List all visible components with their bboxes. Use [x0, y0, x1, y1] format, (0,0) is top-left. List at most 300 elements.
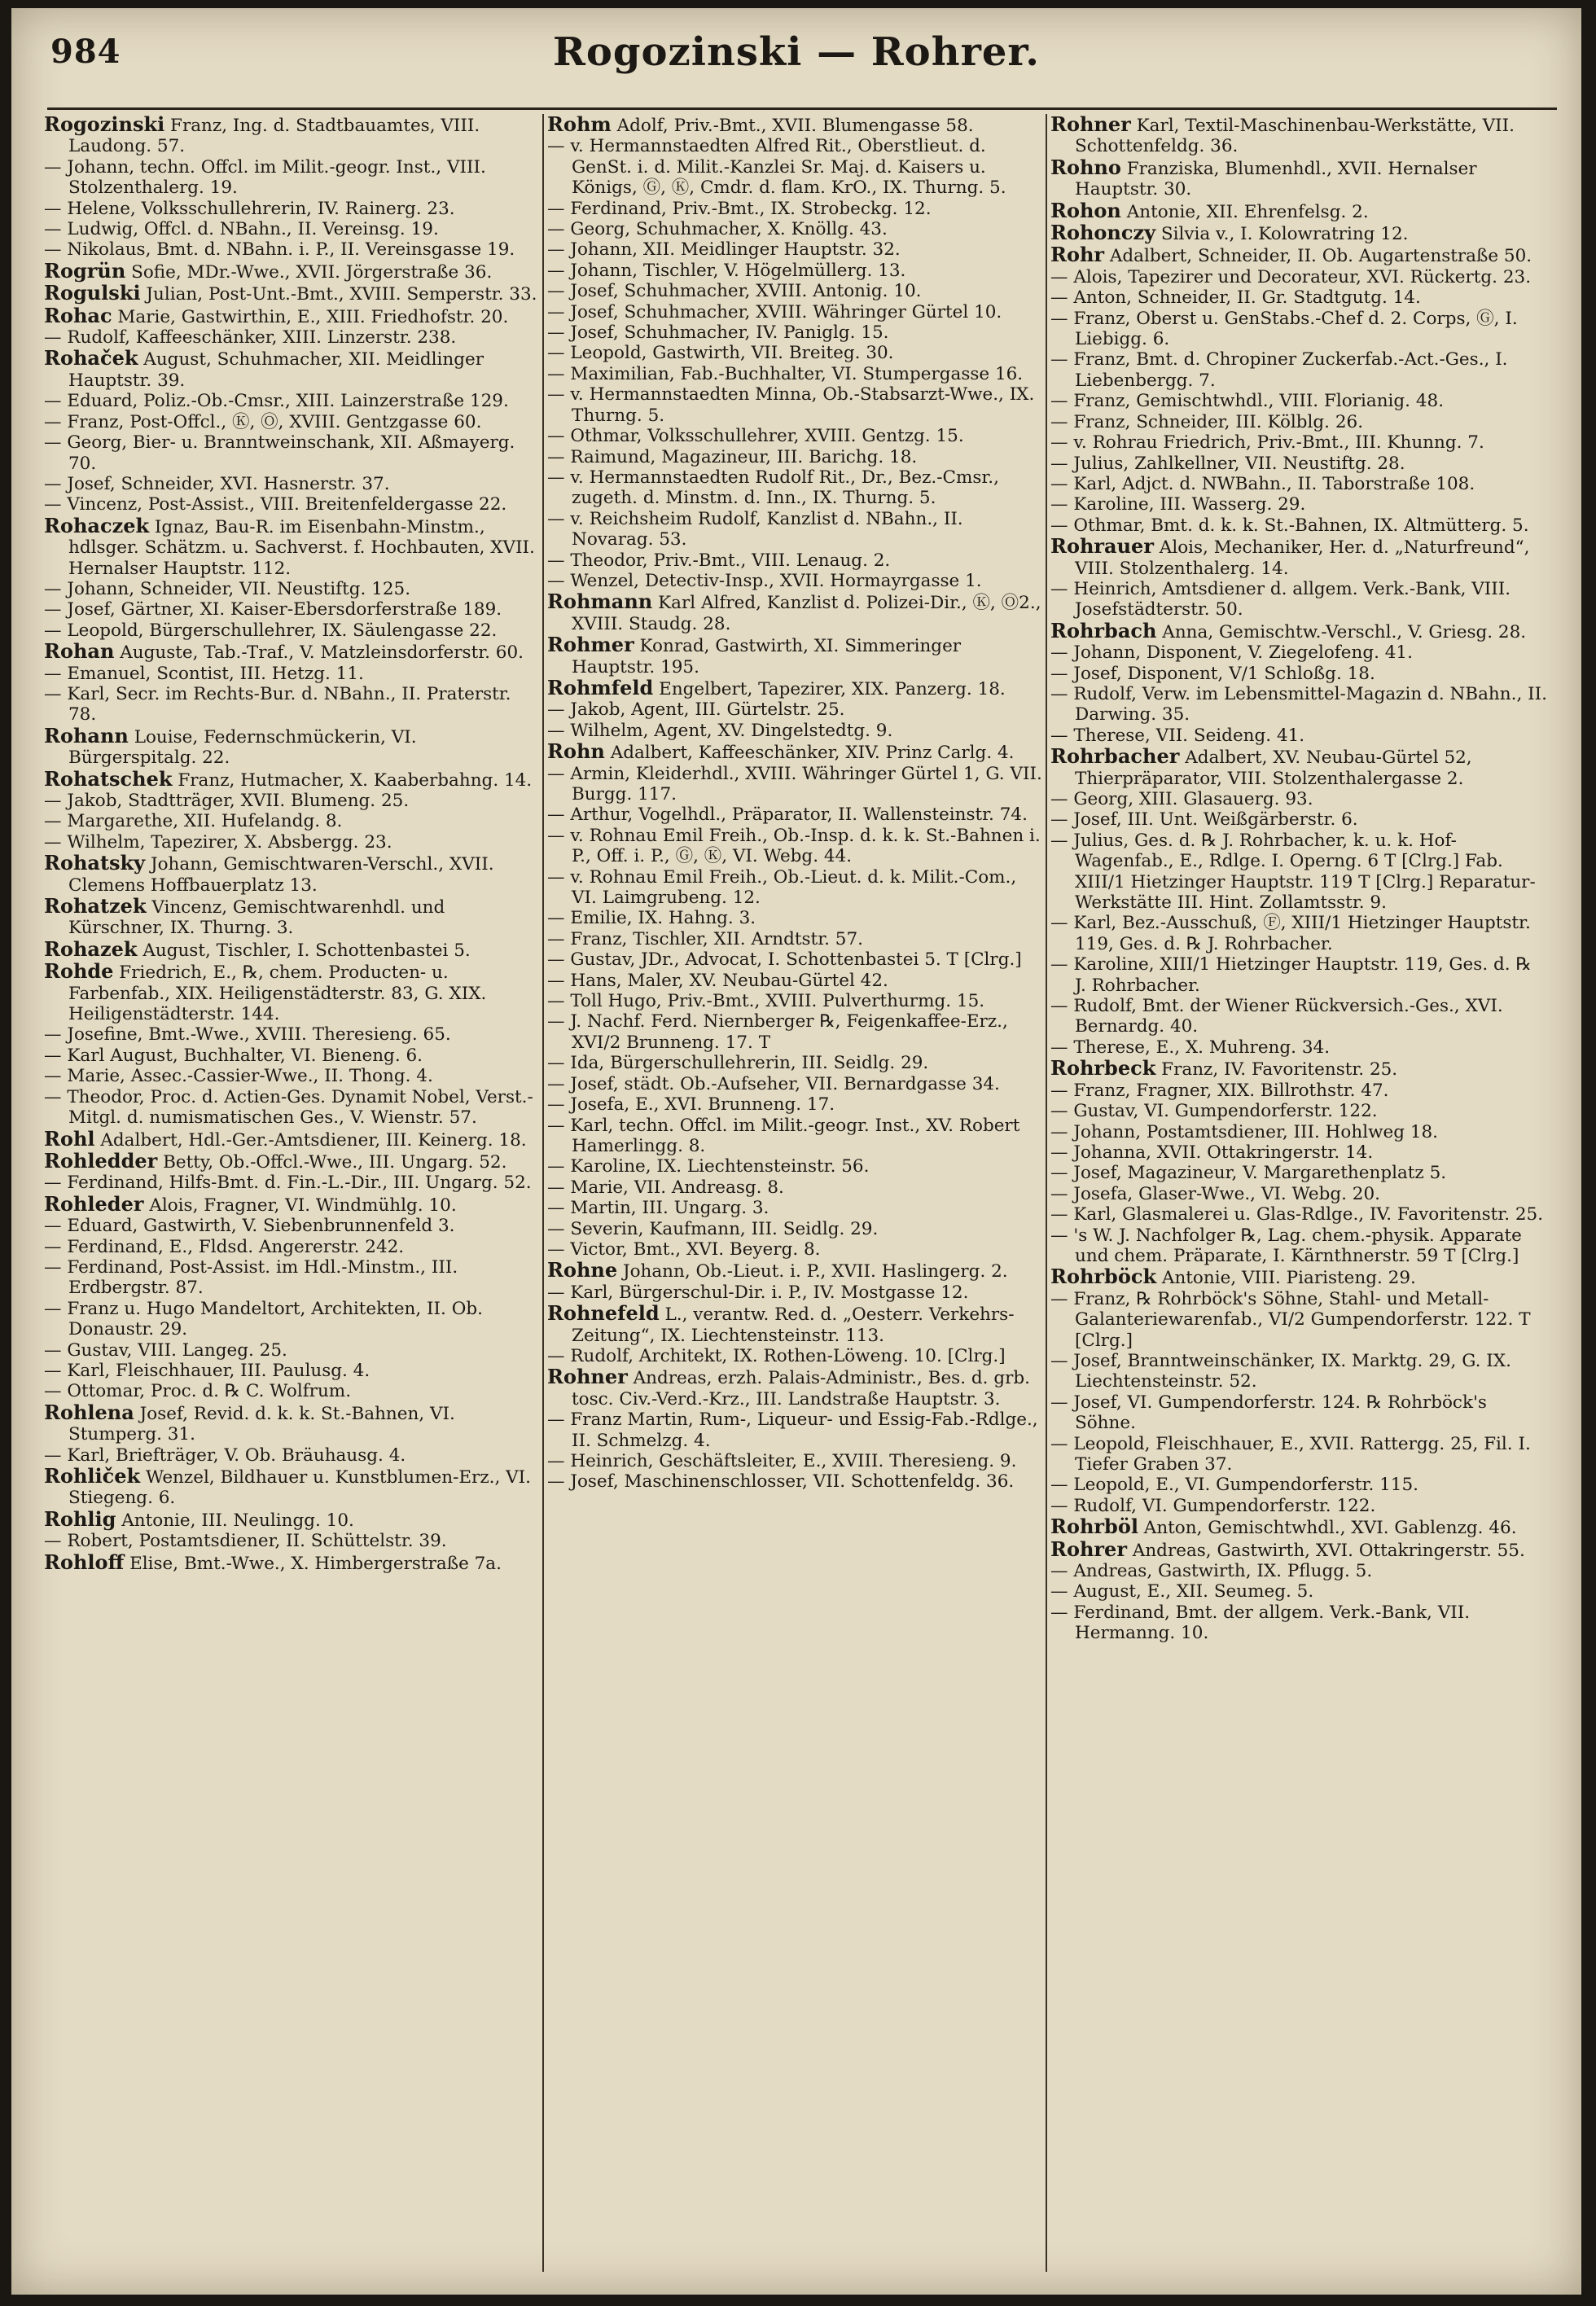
entry-text: — Margarethe, XII. Hufelandg. 8.: [44, 811, 343, 832]
directory-entry: [44, 219, 541, 239]
entry-text: — Jakob, Agent, III. Gürtelstr. 25.: [547, 699, 845, 721]
directory-entry: [1050, 412, 1547, 432]
entry-text: — Josef, Schuhmacher, XVIII. Antonig. 10.: [547, 281, 922, 302]
entry-text: — Wilhelm, Tapezirer, X. Absbergg. 23.: [44, 831, 392, 853]
entry-text: — Karl, Fleischhauer, III. Paulusg. 4.: [44, 1360, 370, 1381]
directory-entry: [547, 1198, 1044, 1218]
directory-page: [11, 8, 1581, 2295]
entry-text: — Leopold, Gastwirth, VII. Breiteg. 30.: [547, 343, 894, 364]
entry-text: — Josef, III. Unt. Weißgärberstr. 6.: [1050, 809, 1358, 831]
entry-text: — Othmar, Volksschullehrer, XVIII. Gentzg. 15.: [547, 426, 964, 447]
entry-text: — Georg, XIII. Glasauerg. 93.: [1050, 789, 1313, 809]
directory-entry: [44, 684, 541, 726]
directory-entry: [44, 1506, 541, 1531]
directory-entry: [44, 474, 541, 494]
entry-text: — Josefa, Glaser-Wwe., VI. Webg. 20.: [1050, 1183, 1380, 1204]
entry-surname: Rohno: [1050, 155, 1121, 179]
directory-entry: [44, 283, 541, 305]
directory-entry: [547, 1366, 1044, 1409]
directory-entry: [44, 239, 541, 260]
directory-entry: [547, 1094, 1044, 1115]
entry-text: — Josefine, Bmt.-Wwe., XVIII. Theresieng. 65.: [44, 1024, 451, 1046]
entry-text: Johann, Gemischtwaren-Verschl., XVII. Clemens Hoffbauerplatz 13.: [68, 854, 494, 896]
directory-entry: [44, 723, 541, 769]
entry-surname: Rohmfeld: [547, 675, 654, 699]
entry-surname: Rohn: [547, 739, 605, 764]
directory-entry: [44, 664, 541, 684]
directory-entry: [547, 384, 1044, 426]
entry-surname: Rohrbacher: [1050, 744, 1180, 769]
entry-text: — Karoline, III. Wasserg. 29.: [1050, 494, 1306, 515]
entry-text: — Gustav, JDr., Advocat, I. Schottenbastei 5. T [Clrg.]: [547, 949, 1022, 971]
directory-entry: [1050, 432, 1547, 453]
directory-entry: [1050, 474, 1547, 494]
directory-entry: [44, 494, 541, 515]
directory-entry: [1050, 954, 1547, 996]
entry-text: Antonie, XII. Ehrenfelsg. 2.: [1120, 201, 1369, 222]
entry-text: Andreas, Gastwirth, XVI. Ottakringerstr. 55.: [1126, 1540, 1525, 1561]
entry-text: — Franz, Fragner, XIX. Billrothstr. 47.: [1050, 1080, 1389, 1101]
directory-entry: [547, 239, 1044, 260]
entry-text: — Othmar, Bmt. d. k. k. St.-Bahnen, IX. Altmütterg. 5.: [1050, 515, 1529, 536]
directory-entry: [547, 1011, 1044, 1053]
directory-entry: [547, 302, 1044, 322]
directory-entry: [44, 1066, 541, 1086]
directory-entry: [44, 1361, 541, 1381]
entry-text: Franz, Hutmacher, X. Kaaberbahng. 14.: [172, 769, 533, 791]
entry-text: — Wilhelm, Agent, XV. Dingelstedtg. 9.: [547, 720, 893, 741]
header-rule: [47, 107, 1557, 110]
directory-entry: [1050, 913, 1547, 954]
directory-entry: [1050, 579, 1547, 620]
directory-entry: [1050, 684, 1547, 726]
entry-text: — Josef, Schneider, XVI. Hasnerstr. 37.: [44, 473, 390, 494]
directory-entry: [547, 949, 1044, 970]
entry-text: — Heinrich, Amtsdiener d. allgem. Verk.-Bank, VIII. Josefstädterstr. 50.: [1050, 578, 1511, 620]
entry-text: — Gustav, VI. Gumpendorferstr. 122.: [1050, 1101, 1378, 1122]
entry-text: — Rudolf, VI. Gumpendorferstr. 122.: [1050, 1495, 1376, 1516]
directory-entry: [1050, 1266, 1547, 1288]
directory-entry: [1050, 494, 1547, 515]
entry-text: Adolf, Priv.-Bmt., XVII. Blumengasse 58.: [611, 116, 974, 136]
entry-text: Franziska, Blumenhdl., XVII. Hernalser Hauptstr. 30.: [1075, 158, 1477, 200]
directory-entry: [44, 641, 541, 663]
entry-text: — Leopold, Bürgerschullehrer, IX. Säulengasse 22.: [44, 620, 498, 641]
directory-entry: [44, 896, 541, 939]
directory-entry: [1050, 222, 1547, 244]
directory-entry: [1050, 1516, 1547, 1538]
entry-text: — Ferdinand, Priv.-Bmt., IX. Strobeckg. 12.: [547, 198, 932, 219]
entry-text: — Jakob, Stadtträger, XVII. Blumeng. 25.: [44, 791, 410, 811]
directory-entry: [1050, 267, 1547, 287]
entry-surname: Rohann: [44, 723, 129, 747]
entry-text: — Victor, Bmt., XVI. Beyerg. 8.: [547, 1238, 821, 1260]
entry-surname: Rohonczy: [1050, 221, 1156, 245]
entry-text: — Leopold, Fleischhauer, E., XVII. Rattergg. 25, Fil. I. Tiefer Graben 37.: [1050, 1433, 1531, 1475]
entry-text: — Karl, Briefträger, V. Ob. Bräuhausg. 4.: [44, 1445, 406, 1466]
directory-entry: [1050, 515, 1547, 536]
directory-entry: [547, 219, 1044, 239]
directory-entry: [1050, 831, 1547, 914]
entry-text: — Ottomar, Proc. d. ℞ C. Wolfrum.: [44, 1381, 352, 1402]
entry-text: — 's W. J. Nachfolger ℞, Lag. chem.-physik. Apparate und chem. Präparate, I. Kärnthnerstr. 59 T [Clrg.]: [1050, 1225, 1522, 1266]
directory-entry: [44, 1216, 541, 1236]
entry-surname: Rohlena: [44, 1400, 134, 1424]
entry-text: — Josef, Magazineur, V. Margarethenplatz 5.: [1050, 1163, 1447, 1184]
entry-text: — v. Rohrau Friedrich, Priv.-Bmt., III. Khunng. 7.: [1050, 432, 1484, 454]
directory-entry: [1050, 1225, 1547, 1267]
entry-text: — Theodor, Priv.-Bmt., VIII. Lenaug. 2.: [547, 550, 891, 571]
entry-surname: Rohlig: [44, 1506, 116, 1531]
directory-entry: [547, 426, 1044, 446]
directory-entry: [1050, 391, 1547, 411]
directory-entry: [44, 305, 541, 327]
directory-entry: [44, 1402, 541, 1445]
directory-entry: [44, 1466, 541, 1509]
entry-text: — Leopold, E., VI. Gumpendorferstr. 115.: [1050, 1475, 1418, 1496]
directory-entry: [547, 991, 1044, 1011]
entry-text: Anton, Gemischtwhdl., XVI. Gablenzg. 46.: [1138, 1518, 1517, 1539]
directory-entry: [547, 322, 1044, 343]
directory-entry: [44, 1046, 541, 1066]
directory-entry: [1050, 1475, 1547, 1495]
entry-text: Louise, Federnschmückerin, VI. Bürgerspitalg. 22.: [68, 726, 417, 769]
entry-text: — Marie, VII. Andreasg. 8.: [547, 1177, 784, 1198]
entry-text: Julian, Post-Unt.-Bmt., XVIII. Semperstr. 33.: [140, 284, 537, 305]
directory-entry: [547, 908, 1044, 928]
entry-text: — Therese, VII. Seideng. 41.: [1050, 725, 1305, 746]
directory-entry: [44, 157, 541, 199]
directory-entry: [547, 1156, 1044, 1177]
directory-entry: [44, 1126, 541, 1151]
entry-text: — Toll Hugo, Priv.-Bmt., XVIII. Pulverthurmg. 15.: [547, 991, 985, 1012]
directory-entry: [1050, 642, 1547, 663]
entry-text: Ignaz, Bau-R. im Eisenbahn-Minstm., hdlsger. Schätzm. u. Sachverst. f. Hochbauten, XVII. Hernalser Hauptstr. 112.: [68, 516, 535, 579]
entry-text: Adalbert, Hdl.-Ger.-Amtsdiener, III. Keinerg. 18.: [94, 1129, 527, 1151]
entry-text: — Franz, Oberst u. GenStabs.-Chef d. 2. Corps, Ⓖ, I. Liebigg. 6.: [1050, 308, 1518, 350]
directory-entry: [547, 677, 1044, 699]
entry-surname: Rohl: [44, 1126, 95, 1151]
entry-text: August, Schuhmacher, XII. Meidlinger Hauptstr. 39.: [68, 349, 484, 391]
directory-entry: [44, 832, 541, 853]
directory-entry: [44, 961, 541, 1024]
entry-surname: Rohon: [1050, 198, 1121, 222]
entry-text: — Heinrich, Geschäftsleiter, E., XVIII. Theresieng. 9.: [547, 1451, 1017, 1471]
entry-text: — Josef, Disponent, V/1 Schloßg. 18.: [1050, 663, 1375, 684]
directory-entry: [547, 1409, 1044, 1451]
entry-text: Adalbert, XV. Neubau-Gürtel 52, Thierpräparator, VIII. Stolzenthalergasse 2.: [1075, 747, 1472, 789]
entry-surname: Rohde: [44, 959, 114, 984]
entry-surname: Rohatsky: [44, 851, 146, 875]
entry-text: — Ludwig, Offcl. d. NBahn., II. Vereinsg. 19.: [44, 219, 439, 240]
directory-entry: [44, 412, 541, 432]
entry-text: — v. Rohnau Emil Freih., Ob.-Insp. d. k. k. St.-Bahnen i. P., Off. i. P., Ⓖ, Ⓚ, VI. Webg. 44.: [547, 825, 1041, 867]
directory-entry: [547, 261, 1044, 281]
directory-entry: [547, 1282, 1044, 1303]
entry-text: Elise, Bmt.-Wwe., X. Himbergerstraße 7a.: [124, 1553, 502, 1574]
entry-text: — Theodor, Proc. d. Actien-Ges. Dynamit Nobel, Verst.-Mitgl. d. numismatischen Ges., V. Wienstr. 57.: [44, 1086, 533, 1129]
entry-surname: Rogozinski: [44, 114, 165, 136]
directory-entry: [1050, 1037, 1547, 1058]
directory-entry: [44, 1299, 541, 1340]
entry-text: — Johann, Disponent, V. Ziegelofeng. 41.: [1050, 642, 1413, 664]
directory-entry: [44, 599, 541, 620]
directory-entry: [44, 258, 541, 283]
entry-text: — Johann, Tischler, V. Högelmüllerg. 13.: [547, 260, 906, 281]
entry-text: — Eduard, Poliz.-Ob.-Cmsr., XIII. Lainzerstraße 129.: [44, 391, 509, 412]
entry-text: — Josef, Schuhmacher, XVIII. Währinger Gürtel 10.: [547, 301, 1002, 322]
entry-text: — Franz Martin, Rum-, Liqueur- und Essig-Fab.-Rdlge., II. Schmelzg. 4.: [547, 1409, 1038, 1451]
directory-entry: [1050, 1561, 1547, 1581]
entry-text: Franz, IV. Favoritenstr. 25.: [1155, 1059, 1398, 1081]
entry-text: — Helene, Volksschullehrerin, IV. Rainerg. 23.: [44, 198, 455, 219]
column-3: [1050, 114, 1547, 2280]
directory-entry: [44, 1381, 541, 1401]
directory-entry: [1050, 789, 1547, 809]
entry-text: Karl Alfred, Kanzlist d. Polizei-Dir., Ⓚ, Ⓞ2., XVIII. Staudg. 28.: [572, 593, 1041, 634]
entry-text: — Karoline, XIII/1 Hietzinger Hauptstr. 119, Ges. d. ℞ J. Rohrbacher.: [1050, 954, 1532, 996]
entry-text: — Severin, Kaufmann, III. Seidlg. 29.: [547, 1218, 879, 1239]
directory-entry: [1050, 1581, 1547, 1602]
entry-text: — Johann, Postamtsdiener, III. Hohlweg 18.: [1050, 1121, 1439, 1142]
directory-entry: [547, 591, 1044, 634]
entry-text: — Franz, Gemischtwhdl., VIII. Florianig. 48.: [1050, 391, 1445, 412]
directory-entry: [1050, 114, 1547, 157]
directory-entry: [547, 741, 1044, 763]
entry-text: — Hans, Maler, XV. Neubau-Gürtel 42.: [547, 970, 888, 991]
directory-entry: [1050, 157, 1547, 200]
entry-surname: Rohazek: [44, 936, 138, 961]
directory-entry: [44, 327, 541, 348]
directory-entry: [547, 364, 1044, 384]
directory-entry: [1050, 1081, 1547, 1101]
column-1: [44, 114, 541, 2280]
directory-entry: [44, 515, 541, 579]
entry-text: Karl, Textil-Maschinenbau-Werkstätte, VII. Schottenfeldg. 36.: [1075, 116, 1515, 157]
entry-text: — Martin, III. Ungarg. 3.: [547, 1198, 770, 1219]
directory-entry: [44, 199, 541, 219]
entry-text: Antonie, VIII. Piaristeng. 29.: [1156, 1268, 1416, 1289]
directory-entry: [547, 467, 1044, 509]
entry-text: Sofie, MDr.-Wwe., XVII. Jörgerstraße 36.: [125, 261, 493, 283]
entry-text: Alois, Fragner, VI. Windmühlg. 10.: [143, 1195, 457, 1216]
directory-entry: [44, 1552, 541, 1574]
entry-surname: Rohrbeck: [1050, 1056, 1156, 1081]
directory-entry: [1050, 1122, 1547, 1142]
directory-entry: [44, 114, 541, 157]
entry-text: Auguste, Tab.-Traf., V. Matzleinsdorferstr. 60.: [114, 642, 524, 664]
directory-entry: [547, 509, 1044, 550]
directory-entry: [44, 1257, 541, 1299]
entry-text: — Wenzel, Detectiv-Insp., XVII. Hormayrgasse 1.: [547, 570, 982, 591]
entry-text: Adalbert, Kaffeeschänker, XIV. Prinz Carlg. 4.: [604, 743, 1015, 764]
directory-entry: [1050, 1602, 1547, 1644]
entry-surname: Rogrün: [44, 258, 126, 283]
entry-text: — Gustav, VIII. Langeg. 25.: [44, 1339, 287, 1361]
entry-text: Vincenz, Gemischtwarenhdl. und Kürschner, IX. Thurng. 3.: [68, 897, 445, 939]
entry-text: Franz, Ing. d. Stadtbauamtes, VIII. Laudong. 57.: [68, 116, 480, 157]
entry-surname: Rohrer: [1050, 1537, 1127, 1561]
entry-text: — v. Hermannstaedten Rudolf Rit., Dr., Bez.-Cmsr., zugeth. d. Minstm. d. Inn., IX. Thurng. 5.: [547, 467, 999, 509]
entry-text: — J. Nachf. Ferd. Niernberger ℞, Feigenkaffee-Erz., XVI/2 Brunneng. 17. T: [547, 1011, 1008, 1053]
entry-text: August, Tischler, I. Schottenbastei 5.: [137, 940, 471, 961]
entry-text: — Rudolf, Kaffeeschänker, XIII. Linzerstr. 238.: [44, 327, 457, 349]
entry-text: Engelbert, Tapezirer, XIX. Panzerg. 18.: [653, 678, 1006, 699]
entry-text: — Rudolf, Verw. im Lebensmittel-Magazin d. NBahn., II. Darwing. 35.: [1050, 683, 1547, 726]
entry-surname: Rohatschek: [44, 766, 173, 791]
entry-surname: Rohan: [44, 639, 115, 664]
entry-text: — Julius, Zahlkellner, VII. Neustiftg. 28.: [1050, 453, 1405, 474]
directory-entry: [547, 1451, 1044, 1471]
entry-text: — Josef, Branntweinschänker, IX. Marktg. 29, G. IX. Liechtensteinstr. 52.: [1050, 1350, 1511, 1392]
entry-text: — Emanuel, Scontist, III. Hetzg. 11.: [44, 663, 364, 684]
entry-text: — Josefa, E., XVI. Brunneng. 17.: [547, 1094, 835, 1116]
entry-text: — Karoline, IX. Liechtensteinstr. 56.: [547, 1156, 870, 1177]
entry-text: — Johanna, XVII. Ottakringerstr. 14.: [1050, 1142, 1374, 1163]
entry-surname: Rohrbach: [1050, 618, 1157, 642]
entry-text: Adalbert, Schneider, II. Ob. Augartenstraße 50.: [1104, 246, 1532, 267]
directory-entry: [44, 620, 541, 641]
entry-text: — Franz, Schneider, III. Kölblg. 26.: [1050, 411, 1364, 432]
entry-text: Anna, Gemischtw.-Verschl., V. Griesg. 28.: [1156, 621, 1527, 642]
entry-text: — Georg, Schuhmacher, X. Knöllg. 43.: [547, 219, 888, 240]
entry-text: — Johann, techn. Offcl. im Milit.-geogr. Inst., VIII. Stolzenthalerg. 19.: [44, 156, 486, 199]
directory-entry: [547, 1346, 1044, 1366]
entry-text: — Karl, Adjct. d. NWBahn., II. Taborstraße 108.: [1050, 473, 1475, 494]
directory-entry: [547, 971, 1044, 991]
directory-entry: [44, 1148, 541, 1173]
directory-entry: [44, 811, 541, 831]
directory-entry: [547, 1471, 1044, 1492]
entry-text: — Josef, Schuhmacher, IV. Paniglg. 15.: [547, 322, 889, 344]
directory-entry: [547, 1260, 1044, 1282]
directory-entry: [1050, 454, 1547, 474]
entry-text: — Rudolf, Architekt, IX. Rothen-Löweng. 10. [Clrg.]: [547, 1345, 1006, 1366]
directory-entry: [44, 579, 541, 599]
entry-text: — August, E., XII. Seumeg. 5.: [1050, 1581, 1314, 1602]
entry-surname: Rogulski: [44, 281, 141, 305]
entry-surname: Rohne: [547, 1258, 618, 1282]
directory-entry: [44, 391, 541, 411]
directory-entry: [44, 1024, 541, 1045]
entry-text: — Eduard, Gastwirth, V. Siebenbrunnenfeld 3.: [44, 1216, 455, 1237]
entry-text: — Johann, Schneider, VII. Neustiftg. 125.: [44, 578, 411, 599]
entry-surname: Rohmer: [547, 633, 634, 657]
entry-surname: Rohloff: [44, 1550, 125, 1574]
directory-entry: [547, 1177, 1044, 1198]
entry-text: Wenzel, Bildhauer u. Kunstblumen-Erz., VI. Stiegeng. 6.: [68, 1467, 532, 1509]
directory-entry: [1050, 1496, 1547, 1516]
page-number: 984: [50, 33, 121, 71]
directory-entry: [44, 432, 541, 474]
entry-text: — Franz, Bmt. d. Chropiner Zuckerfab.-Act.-Ges., I. Liebenbergg. 7.: [1050, 349, 1508, 391]
entry-surname: Rohner: [547, 1365, 628, 1389]
directory-entry: [1050, 1101, 1547, 1121]
entry-text: — Johann, XII. Meidlinger Hauptstr. 32.: [547, 239, 901, 261]
directory-entry: [547, 571, 1044, 591]
entry-text: Friedrich, E., ℞, chem. Producten- u. Farbenfab., XIX. Heiligenstädterstr. 83, G. XIX. Heiligenstädterstr. 144.: [68, 962, 487, 1025]
directory-entry: [1050, 1163, 1547, 1183]
directory-entry: [1050, 287, 1547, 308]
directory-entry: [547, 550, 1044, 571]
directory-entry: [547, 1074, 1044, 1094]
directory-entry: [547, 634, 1044, 677]
entry-text: L., verantw. Red. d. „Oesterr. Verkehrs-Zeitung“, IX. Liechtensteinstr. 113.: [572, 1304, 1015, 1346]
entry-text: — Julius, Ges. d. ℞ J. Rohrbacher, k. u. k. Hof-Wagenfab., E., Rdlge. I. Operng. 6 T [Clrg.] Fab. XIII/1 Hietzinger Hauptstr. 119 T [Clrg.] Reparatur-Werkstätte III. Hint. Zollamtsstr. 9.: [1050, 830, 1536, 914]
entry-text: — Therese, E., X. Muhreng. 34.: [1050, 1037, 1331, 1058]
entry-text: — Emilie, IX. Hahng. 3.: [547, 908, 756, 929]
column-divider: [1046, 114, 1047, 2272]
directory-entry: [44, 1340, 541, 1361]
directory-entry: [1050, 1204, 1547, 1225]
entry-text: — Rudolf, Bmt. der Wiener Rückversich.-Ges., XVI. Bernardg. 40.: [1050, 996, 1503, 1037]
entry-text: — Karl, Bez.-Ausschuß, Ⓕ, XIII/1 Hietzinger Hauptstr. 119, Ges. d. ℞ J. Rohrbacher.: [1050, 913, 1531, 954]
directory-entry: [1050, 1058, 1547, 1080]
entry-text: — v. Hermannstaedten Alfred Rit., Oberstlieut. d. GenSt. i. d. Milit.-Kanzlei Sr. Maj. d. Kaisers u. Königs, Ⓖ, Ⓚ, Cmdr. d. flam. KrO., IX. Thurng. 5.: [547, 136, 1006, 199]
entry-surname: Rohatzek: [44, 894, 147, 918]
page-header: [11, 26, 1581, 83]
directory-entry: [1050, 1184, 1547, 1204]
entry-text: — Franz, Post-Offcl., Ⓚ, Ⓞ, XVIII. Gentzgasse 60.: [44, 411, 482, 432]
entry-text: — Josef, VI. Gumpendorferstr. 124. ℞ Rohrböck's Söhne.: [1050, 1392, 1487, 1434]
directory-entry: [1050, 200, 1547, 222]
entry-text: — Robert, Postamtsdiener, II. Schüttelstr. 39.: [44, 1531, 447, 1552]
directory-entry: [1050, 726, 1547, 746]
column-divider: [542, 114, 544, 2272]
directory-entry: [44, 853, 541, 896]
entry-text: Konrad, Gastwirth, XI. Simmeringer Hauptstr. 195.: [572, 636, 962, 677]
entry-text: — Marie, Assec.-Cassier-Wwe., II. Thong. 4.: [44, 1066, 433, 1087]
directory-entry: [44, 1191, 541, 1216]
entry-text: — Arthur, Vogelhdl., Präparator, II. Wallensteinstr. 74.: [547, 804, 1028, 826]
entry-text: — v. Rohnau Emil Freih., Ob.-Lieut. d. k. Milit.-Com., VI. Laimgrubeng. 12.: [547, 866, 1017, 909]
column-2: [547, 114, 1044, 2280]
entry-text: — Ferdinand, Bmt. der allgem. Verk.-Bank, VII. Hermanng. 10.: [1050, 1602, 1471, 1644]
directory-entry: [1050, 664, 1547, 684]
entry-text: Antonie, III. Neulingg. 10.: [116, 1510, 354, 1531]
entry-text: Johann, Ob.-Lieut. i. P., XVII. Haslingerg. 2.: [617, 1261, 1008, 1282]
entry-surname: Rohnefeld: [547, 1301, 660, 1326]
directory-entry: [44, 1087, 541, 1129]
directory-entry: [44, 766, 541, 791]
directory-entry: [1050, 1289, 1547, 1351]
entry-text: — v. Hermannstaedten Minna, Ob.-Stabsarzt-Wwe., IX. Thurng. 5.: [547, 384, 1035, 426]
directory-entry: [1050, 309, 1547, 350]
directory-entry: [1050, 1392, 1547, 1434]
directory-entry: [547, 1053, 1044, 1073]
directory-entry: [44, 1237, 541, 1257]
directory-entry: [547, 136, 1044, 198]
directory-entry: [547, 447, 1044, 467]
directory-entry: [547, 804, 1044, 825]
entry-text: Marie, Gastwirthin, E., XIII. Friedhofstr. 20.: [112, 306, 509, 327]
directory-entry: [1050, 996, 1547, 1037]
entry-text: — Josef, Maschinenschlosser, VII. Schottenfeldg. 36.: [547, 1471, 1015, 1493]
entry-text: — Raimund, Magazineur, III. Barichg. 18.: [547, 446, 918, 467]
directory-entry: [547, 867, 1044, 909]
entry-text: — Karl, Bürgerschul-Dir. i. P., IV. Mostgasse 12.: [547, 1282, 969, 1303]
directory-entry: [44, 1531, 541, 1551]
directory-entry: [44, 348, 541, 391]
directory-entry: [547, 721, 1044, 741]
directory-entry: [1050, 809, 1547, 830]
directory-entry: [1050, 244, 1547, 266]
entry-text: — Ferdinand, E., Fldsd. Angererstr. 242.: [44, 1236, 405, 1257]
entry-surname: Rohr: [1050, 243, 1105, 267]
directory-entry: [547, 699, 1044, 720]
entry-text: — Karl, techn. Offcl. im Milit.-geogr. Inst., XV. Robert Hamerlingg. 8.: [547, 1115, 1020, 1156]
directory-entry: [547, 1116, 1044, 1157]
